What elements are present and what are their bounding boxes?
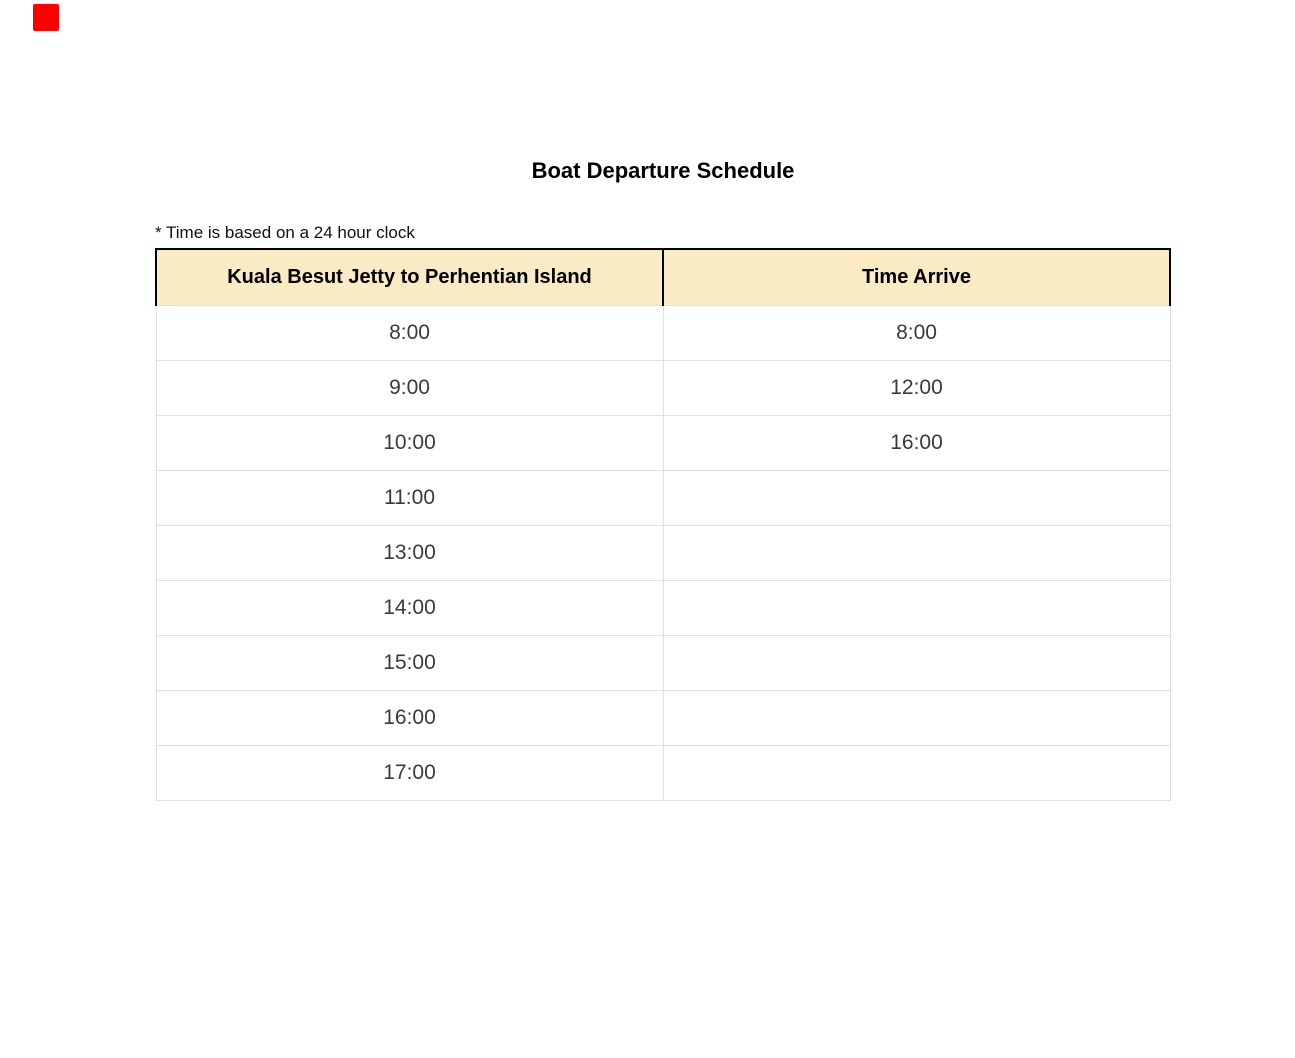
arrival-cell [663,691,1170,746]
arrival-cell [663,526,1170,581]
arrival-cell: 12:00 [663,361,1170,416]
departure-cell: 13:00 [156,526,663,581]
table-row [156,746,1170,801]
departure-cell: 11:00 [156,471,663,526]
table-row [156,636,1170,691]
table-header-row [156,249,1170,306]
departure-cell: 15:00 [156,636,663,691]
departure-cell: 8:00 [156,306,663,361]
header-time-arrive-column: Time Arrive [663,249,1170,306]
departure-cell: 14:00 [156,581,663,636]
page-title: Boat Departure Schedule [531,158,795,183]
header-departure-column: Kuala Besut Jetty to Perhentian Island [156,249,663,306]
arrival-cell [663,471,1170,526]
table-row [156,581,1170,636]
table-row [156,416,1170,471]
arrival-cell [663,636,1170,691]
table-row [156,526,1170,581]
table-row [156,471,1170,526]
table-row [156,361,1170,416]
departure-cell: 10:00 [156,416,663,471]
arrival-cell [663,581,1170,636]
boat-schedule-table [155,248,1171,801]
red-marker [33,4,59,31]
table-footnote: * Time is based on a 24 hour clock [155,223,415,242]
arrival-cell: 8:00 [663,306,1170,361]
departure-cell: 17:00 [156,746,663,801]
departure-cell: 9:00 [156,361,663,416]
arrival-cell [663,746,1170,801]
arrival-cell: 16:00 [663,416,1170,471]
departure-cell: 16:00 [156,691,663,746]
table-row [156,306,1170,361]
table-row [156,691,1170,746]
